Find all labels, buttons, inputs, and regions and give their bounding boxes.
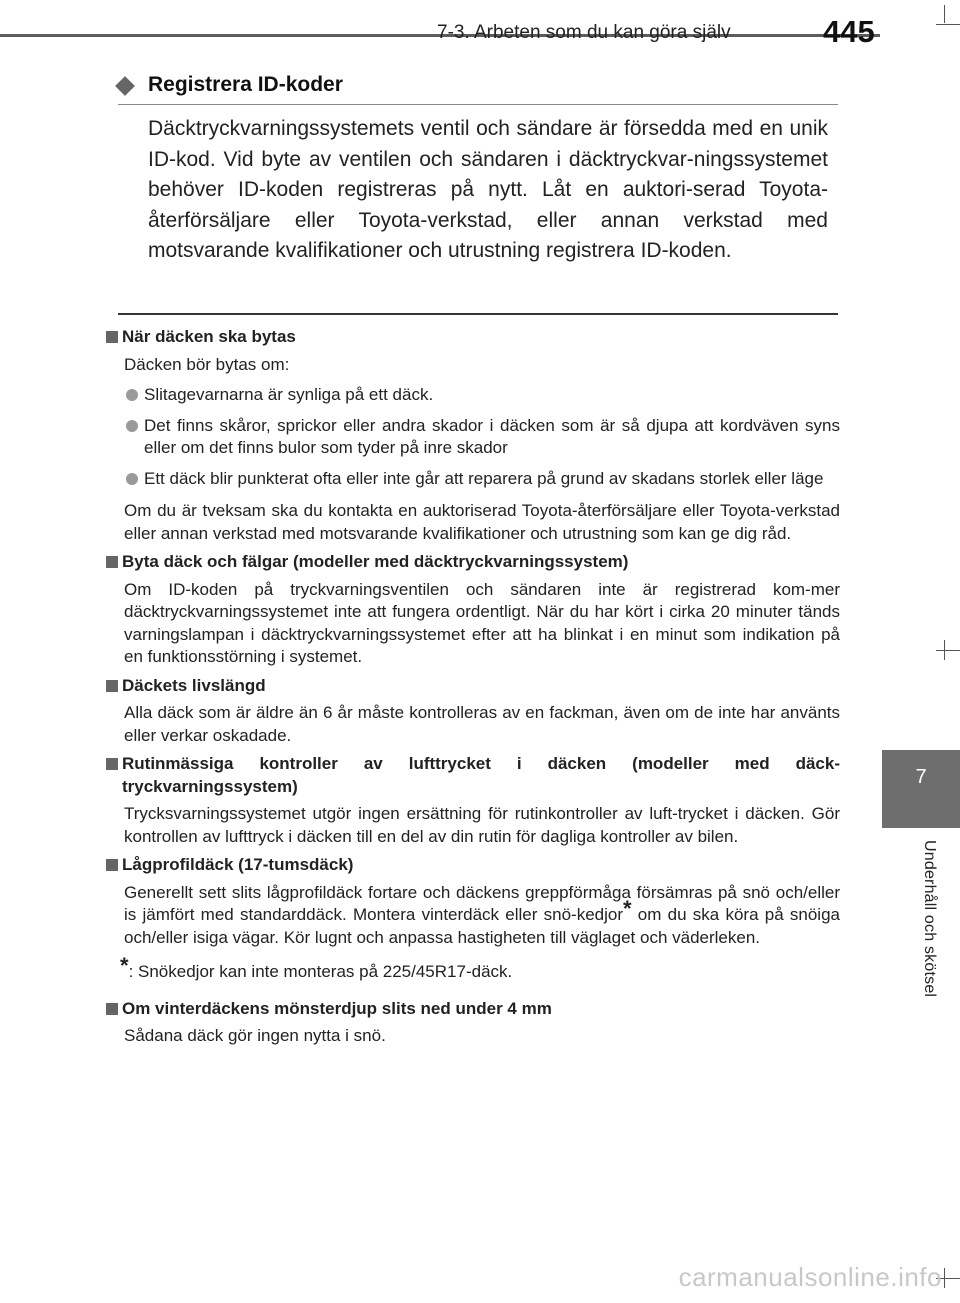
- list-item: [124, 468, 840, 491]
- chapter-number: 7: [915, 766, 927, 788]
- round-bullet-icon: [126, 389, 138, 401]
- crop-mark: [936, 24, 960, 25]
- chapter-tab: [882, 750, 960, 828]
- list-item-text: Ett däck blir punkterat ofta eller inte går att reparera på grund av skadans storlek eller läge: [144, 468, 824, 488]
- section-heading-text: Däckets livslängd: [122, 675, 266, 695]
- footnote-marker: *: [623, 896, 632, 921]
- round-bullet-icon: [126, 420, 138, 432]
- section-text: Trycksvarningssystemet utgör ingen ersättning för rutinkontroller av luft-trycket i däcken. Gör kontrollen av lufttryck i däcken till en del av din rutin för dagliga kontroller av bilen.: [124, 804, 840, 846]
- section-intro: Däcken bör bytas om:: [124, 354, 290, 374]
- section-text-part: om du ska köra på snöiga och/eller isiga vägar. Kör lugnt och anpassa hastigheten till väglaget och väderleken.: [124, 905, 840, 947]
- section-heading: [106, 551, 840, 574]
- callout-divider: [118, 104, 838, 105]
- section-text: Alla däck som är äldre än 6 år måste kontrolleras av en fackman, även om de inte har använts eller verkar oskadade.: [124, 703, 840, 745]
- diamond-icon: [115, 76, 135, 96]
- callout-body: Däcktryckvarningssystemets ventil och sändare är försedda med en unik ID-kod. Vid byte av ventilen och sändaren i däcktryckvar-ningssystemet behöver ID-koden registreras på nytt. Låt en auktori-serad Toyota-återförsäljare eller Toyota-verkstad, eller annan verkstad med motsvarande kvalifikationer och utrustning registrera ID-koden.: [148, 117, 828, 262]
- list-item: [124, 415, 840, 460]
- chapter-tab-edge: [882, 1128, 960, 1129]
- section-heading-text: När däcken ska bytas: [122, 327, 296, 346]
- section-heading-text: Om vinterdäckens mönsterdjup slits ned under 4 mm: [122, 998, 552, 1018]
- list-item-text: Slitagevarnarna är synliga på ett däck.: [144, 385, 434, 404]
- section-text-part: Generellt sett slits lågprofildäck fortare och däckens greppförmåga försämras på snö och/eller is jämfört med standarddäck. Montera vinterdäck eller snö-kedjor: [124, 882, 840, 924]
- square-bullet-icon: [106, 680, 118, 692]
- footnote: [120, 953, 840, 984]
- section-text: Om ID-koden på tryckvarningsventilen och sändaren inte är registrerad kom-mer däcktryckvarningssystemet inte att fungera ordentligt. När du har kört i cirka 20 minuter tänds varningslampan i däcktryckvarningssystemet efter att ha blinkat i en minut som indikation på en funktionsstörning i systemet.: [124, 579, 840, 666]
- list-item: [124, 384, 840, 407]
- square-bullet-icon: [106, 1003, 118, 1015]
- header-section-title: 7-3. Arbeten som du kan göra själv: [437, 22, 731, 43]
- page-number: 445: [823, 14, 875, 49]
- callout-title: Registrera ID-koder: [148, 73, 343, 96]
- square-bullet-icon: [106, 758, 118, 770]
- chapter-label: Underhåll och skötsel: [921, 840, 938, 998]
- square-bullet-icon: [106, 859, 118, 871]
- section-heading: [106, 998, 840, 1021]
- section-text: [124, 882, 840, 950]
- square-bullet-icon: [106, 331, 118, 343]
- section-heading: [106, 753, 840, 798]
- crop-mark: [944, 5, 945, 23]
- section-heading: [106, 326, 840, 349]
- crop-mark: [936, 650, 960, 651]
- list-item-text: Det finns skåror, sprickor eller andra skador i däcken som är så djupa att kordväven syns eller om det finns bulor som tyder på inre skador: [144, 415, 840, 457]
- square-bullet-icon: [106, 556, 118, 568]
- round-bullet-icon: [126, 473, 138, 485]
- footnote-text: : Snökedjor kan inte monteras på 225/45R17-däck.: [128, 962, 513, 981]
- section-heading: [106, 854, 840, 877]
- section-heading-text: Byta däck och fälgar (modeller med däcktryckvarningssystem): [122, 552, 629, 571]
- section-text: Sådana däck gör ingen nytta i snö.: [124, 1026, 386, 1045]
- content: [106, 322, 840, 1054]
- section-heading: [106, 675, 840, 698]
- section-text: Om du är tveksam ska du kontakta en auktoriserad Toyota-återförsäljare eller Toyota-verkstad eller annan verkstad med motsvarande kvalifikationer och utrustning som kan ge dig råd.: [124, 501, 840, 543]
- footnote-marker: *: [120, 953, 129, 978]
- section-heading-text: Rutinmässiga kontroller av lufttrycket i däcken (modeller med däck-tryckvarningssystem): [122, 754, 840, 796]
- watermark: carmanualsonline.info: [678, 1262, 942, 1292]
- callout-bottom-rule: [118, 313, 838, 315]
- section-heading-text: Lågprofildäck (17-tumsdäck): [122, 855, 354, 874]
